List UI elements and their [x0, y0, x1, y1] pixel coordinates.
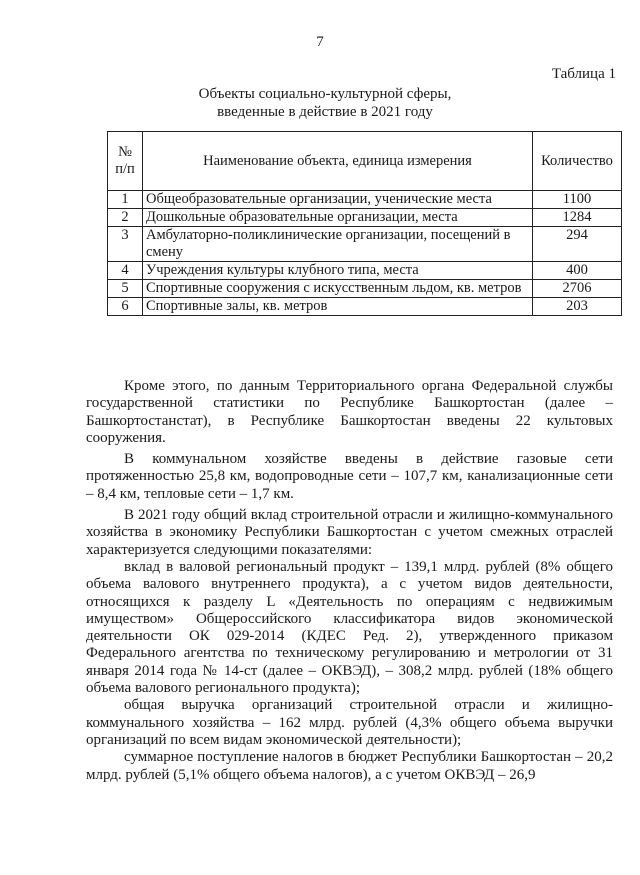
- table-row: [108, 191, 622, 209]
- table-label: Таблица 1: [551, 66, 616, 82]
- paragraph: вклад в валовой региональный продукт – 139,1 млрд. рублей (8% общего объема валового внутреннего продукта), а с учетом видов деятельности, относящихся к разделу L «Деятельность по операциям с недвижимым имуществом» Общероссийского классификатора видов экономической деятельности ОК 029-2014 (КДЕС Ред. 2), утвержденного приказом Федерального агентства по техническому регулированию и метрологии от 31 января 2014 года № 14-ст (далее – ОКВЭД), – 308,2 млрд. рублей (18% общего объема валового регионального продукта);: [86, 558, 613, 697]
- row-qty: 2706: [533, 280, 622, 298]
- row-qty: 1284: [533, 209, 622, 227]
- table-row: [108, 262, 622, 280]
- table-row: [108, 298, 622, 316]
- row-num: 2: [108, 209, 143, 227]
- paragraph: суммарное поступление налогов в бюджет Республики Башкортостан – 20,2 млрд. рублей (5,1% общего объема налогов), а с учетом ОКВЭД – 26,9: [86, 749, 613, 783]
- paragraph: В коммунальном хозяйстве введены в действие газовые сети протяженностью 25,8 км, водопроводные сети – 107,7 км, канализационные сети – 8,4 км, тепловые сети – 1,7 км.: [86, 451, 613, 502]
- row-name: Спортивные залы, кв. метров: [143, 298, 533, 316]
- paragraph: Кроме этого, по данным Территориального органа Федеральной службы государственной статистики по Республике Башкортостан (далее – Башкортостанстат), в Республике Башкортостан введены 22 культовых сооружения.: [86, 378, 613, 446]
- header-qty: Количество: [533, 132, 622, 191]
- row-name: Учреждения культуры клубного типа, места: [143, 262, 533, 280]
- table-row: [108, 209, 622, 227]
- row-num: 3: [108, 227, 143, 262]
- row-name: Спортивные сооружения с искусственным льдом, кв. метров: [143, 280, 533, 298]
- row-num: 5: [108, 280, 143, 298]
- row-qty: 400: [533, 262, 622, 280]
- row-num: 4: [108, 262, 143, 280]
- row-name: Дошкольные образовательные организации, места: [143, 209, 533, 227]
- table-title-line-1: Объекты социально-культурной сферы,: [198, 86, 452, 102]
- paragraph: В 2021 году общий вклад строительной отрасли и жилищно-коммунального хозяйства в экономику Республики Башкортостан с учетом смежных отраслей характеризуется следующими показателями:: [86, 507, 613, 558]
- table-title-line-2: введенные в действие в 2021 году: [217, 104, 433, 120]
- row-num: 1: [108, 191, 143, 209]
- paragraph: общая выручка организаций строительной отрасли и жилищно-коммунального хозяйства – 162 млрд. рублей (4,3% общего объема выручки организаций по всем видам экономической деятельности);: [86, 697, 613, 748]
- row-qty: 203: [533, 298, 622, 316]
- table-row: [108, 280, 622, 298]
- row-qty: 1100: [533, 191, 622, 209]
- row-name: Амбулаторно-поликлинические организации, посещений в смену: [143, 227, 533, 262]
- body-text: [86, 378, 613, 784]
- row-num: 6: [108, 298, 143, 316]
- row-qty: 294: [533, 227, 622, 262]
- row-name: Общеобразовательные организации, ученические места: [143, 191, 533, 209]
- objects-table: [107, 131, 622, 316]
- table-title: [140, 85, 510, 121]
- page-number: 7: [316, 34, 324, 50]
- table-row: [108, 227, 622, 262]
- header-name: Наименование объекта, единица измерения: [143, 132, 533, 191]
- table-header-row: [108, 132, 622, 191]
- header-num: № п/п: [108, 132, 143, 191]
